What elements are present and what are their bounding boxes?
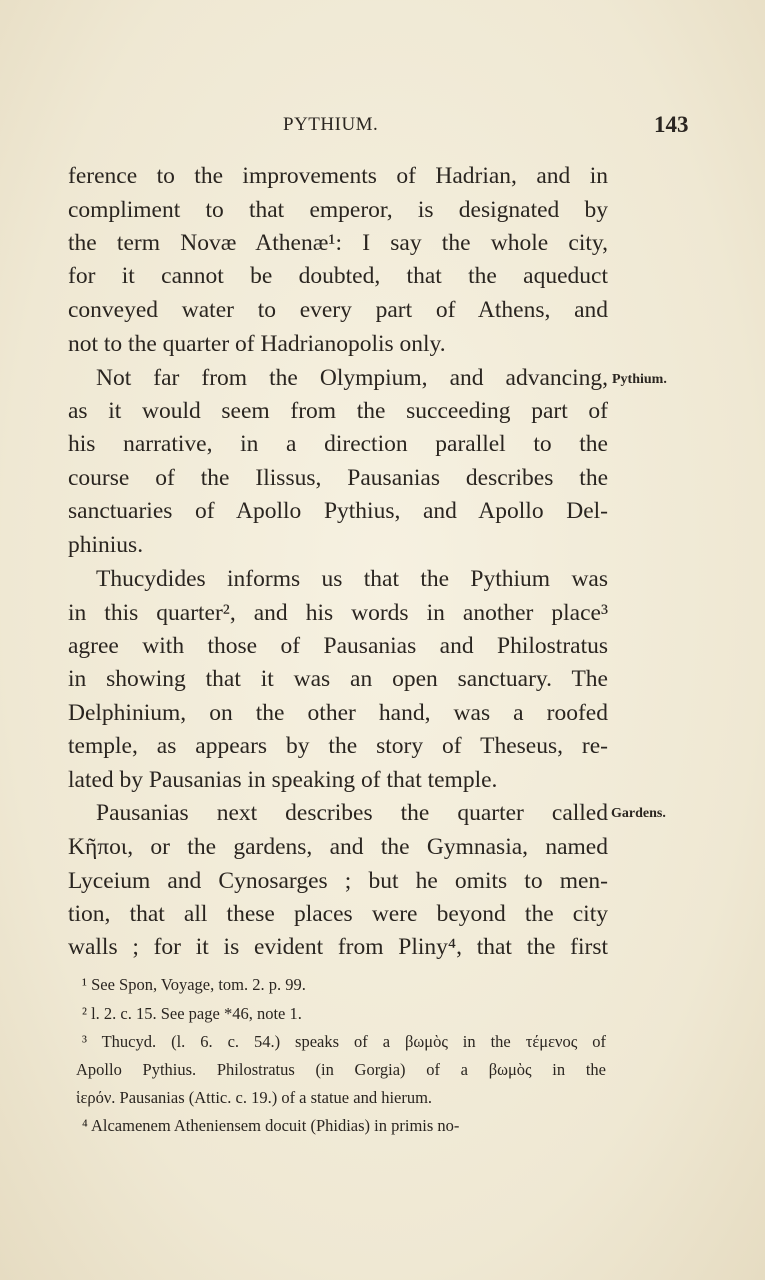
body-line-2: compliment to that emperor, is designated by bbox=[68, 197, 608, 223]
body-line-23: tion, that all these places were beyond the city bbox=[68, 901, 608, 927]
body-line-15: agree with those of Pausanias and Philostratus bbox=[68, 633, 608, 659]
footnote-3-line-3: ἱερόν. Pausanias (Attic. c. 19.) of a statue and hierum. bbox=[76, 1088, 433, 1107]
body-line-6: not to the quarter of Hadrianopolis only. bbox=[68, 331, 446, 357]
body-line-8: as it would seem from the succeeding part of bbox=[68, 398, 608, 424]
body-line-1: ference to the improvements of Hadrian, and in bbox=[68, 163, 608, 189]
footnote-4: ⁴ Alcamenem Atheniensem docuit (Phidias) in primis no- bbox=[82, 1116, 460, 1135]
body-line-20: Pausanias next describes the quarter called bbox=[96, 800, 608, 826]
body-line-3: the term Novæ Athenæ¹: I say the whole city, bbox=[68, 230, 608, 256]
body-line-4: for it cannot be doubted, that the aqueduct bbox=[68, 263, 608, 289]
body-line-5: conveyed water to every part of Athens, and bbox=[68, 297, 608, 323]
body-line-24: walls ; for it is evident from Pliny⁴, that the first bbox=[68, 934, 608, 960]
footnote-2: ² l. 2. c. 15. See page *46, note 1. bbox=[82, 1004, 302, 1023]
body-line-22: Lyceium and Cynosarges ; but he omits to men- bbox=[68, 868, 608, 894]
body-line-13: Thucydides informs us that the Pythium was bbox=[96, 566, 608, 592]
footnote-3-line-1: ³ Thucyd. (l. 6. c. 54.) speaks of a βωμὸς in the τέμενος of bbox=[82, 1032, 606, 1051]
body-line-14: in this quarter², and his words in another place³ bbox=[68, 600, 608, 626]
footnote-3-line-2: Apollo Pythius. Philostratus (in Gorgia) of a βωμὸς in the bbox=[76, 1060, 606, 1079]
body-line-11: sanctuaries of Apollo Pythius, and Apollo Del- bbox=[68, 498, 608, 524]
body-line-19: lated by Pausanias in speaking of that temple. bbox=[68, 767, 498, 793]
body-line-21: Κῆποι, or the gardens, and the Gymnasia, named bbox=[68, 834, 608, 860]
page-number: 143 bbox=[654, 112, 689, 137]
body-line-18: temple, as appears by the story of Theseus, re- bbox=[68, 733, 608, 759]
margin-note-gardens: Gardens. bbox=[611, 806, 666, 821]
body-line-12: phinius. bbox=[68, 532, 144, 558]
body-line-17: Delphinium, on the other hand, was a roofed bbox=[68, 700, 608, 726]
body-line-10: course of the Ilissus, Pausanias describes the bbox=[68, 465, 608, 491]
body-line-7: Not far from the Olympium, and advancing, bbox=[96, 365, 608, 391]
footnote-1: ¹ See Spon, Voyage, tom. 2. p. 99. bbox=[82, 975, 306, 994]
running-head-title: PYTHIUM. bbox=[283, 114, 379, 135]
body-line-16: in showing that it was an open sanctuary. The bbox=[68, 666, 608, 692]
body-line-9: his narrative, in a direction parallel to the bbox=[68, 431, 608, 457]
margin-note-pythium: Pythium. bbox=[612, 372, 667, 387]
